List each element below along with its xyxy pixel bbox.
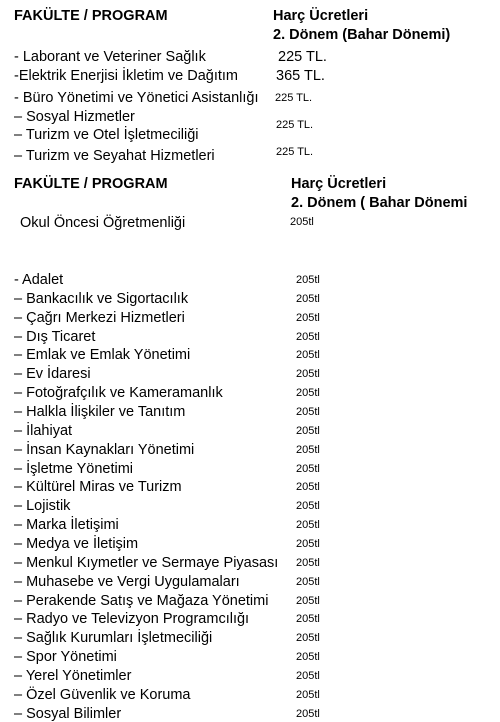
section1-program-5: – Turizm ve Seyahat Hizmetleri [14, 148, 215, 164]
program-name: – Yerel Yönetimler [14, 667, 132, 684]
program-name: – Lojistik [14, 498, 71, 515]
section1-program-2: - Büro Yönetimi ve Yönetici Asistanlığı [14, 90, 259, 106]
program-name: – Fotoğrafçılık ve Kameramanlık [14, 385, 223, 402]
program-fee: 205tl [296, 349, 320, 362]
program-name: – Perakende Satış ve Mağaza Yönetimi [14, 592, 269, 609]
section1-fee-5: 225 TL. [276, 146, 314, 158]
section1-header-fee: Harç Ücretleri [273, 8, 369, 24]
program-fee: 205tl [296, 481, 320, 494]
program-fee: 205tl [296, 707, 320, 720]
program-name: – Dış Ticaret [14, 328, 96, 345]
program-fee: 205tl [296, 443, 320, 456]
program-fee: 205tl [296, 519, 320, 531]
program-fee: 205tl [296, 424, 320, 437]
section1-merged-fee: 225 TL. [276, 119, 314, 131]
program-fee: 205tl [296, 330, 320, 343]
program-name: – Ev İdaresi [14, 366, 91, 383]
section1-program-1: -Elektrik Enerjisi İkletim ve Dağıtım [14, 68, 238, 84]
program-name: – Marka İletişimi [14, 517, 119, 533]
section1-fee-0: 225 TL. [278, 49, 327, 65]
program-fee: 205tl [296, 274, 320, 286]
program-name: – Menkul Kıymetler ve Sermaye Piyasası [14, 554, 279, 571]
program-fee: 205tl [296, 613, 320, 626]
program-name: – Sağlık Kurumları İşletmeciliği [14, 630, 213, 647]
program-fee: 205tl [296, 669, 320, 682]
program-fee: 205tl [296, 632, 320, 645]
section1-program-0: - Laborant ve Veteriner Sağlık [14, 49, 206, 65]
program-name: - Adalet [14, 272, 64, 288]
program-name: – Çağrı Merkezi Hizmetleri [14, 309, 185, 326]
program-name: – Özel Güvenlik ve Koruma [14, 686, 191, 703]
program-name: – Halkla İlişkiler ve Tanıtım [14, 404, 186, 420]
program-name: – İşletme Yönetimi [14, 460, 134, 477]
program-fee: 205tl [296, 651, 320, 663]
section1-program-4: – Turizm ve Otel İşletmeciliği [14, 127, 199, 143]
program-fee: 205tl [296, 537, 320, 550]
program-name: – İlahiyat [14, 422, 73, 439]
program-fee: 205tl [296, 594, 320, 607]
program-fee: 205tl [296, 500, 320, 513]
program-fee: 205tl [296, 311, 320, 324]
program-name: – Muhasebe ve Vergi Uygulamaları [14, 573, 240, 590]
section1-header-program: FAKÜLTE / PROGRAM [14, 8, 168, 24]
program-fee: 205tl [296, 406, 320, 418]
okul-oncesi-fee: 205tl [290, 216, 314, 228]
section1-fee-2: 225 TL. [275, 92, 313, 104]
program-name: – Spor Yönetimi [14, 649, 117, 665]
section2-header-program: FAKÜLTE / PROGRAM [14, 176, 168, 192]
program-fee: 205tl [296, 462, 320, 475]
program-fee: 205tl [296, 292, 320, 305]
section1-header-term: 2. Dönem (Bahar Dönemi) [273, 27, 451, 43]
program-name: – İnsan Kaynakları Yönetimi [14, 441, 195, 458]
program-name: – Sosyal Bilimler [14, 705, 122, 722]
section1-fee-1: 365 TL. [276, 68, 325, 84]
program-fee: 205tl [296, 575, 320, 588]
section1-program-3: – Sosyal Hizmetler [14, 109, 135, 125]
program-name: – Radyo ve Televizyon Programcılığı [14, 611, 250, 628]
program-name: – Bankacılık ve Sigortacılık [14, 290, 189, 307]
program-name: – Emlak ve Emlak Yönetimi [14, 347, 191, 364]
section2-header-fee: Harç Ücretleri [291, 176, 387, 192]
program-fee: 205tl [296, 688, 320, 701]
program-fee: 205tl [296, 368, 320, 381]
section2-header-term: 2. Dönem ( Bahar Dönemi [291, 195, 468, 211]
okul-oncesi-program: Okul Öncesi Öğretmenliği [20, 215, 186, 231]
program-name: – Medya ve İletişim [14, 535, 139, 552]
program-fee: 205tl [296, 556, 320, 569]
program-name: – Kültürel Miras ve Turizm [14, 479, 182, 496]
program-fee: 205tl [296, 387, 320, 400]
